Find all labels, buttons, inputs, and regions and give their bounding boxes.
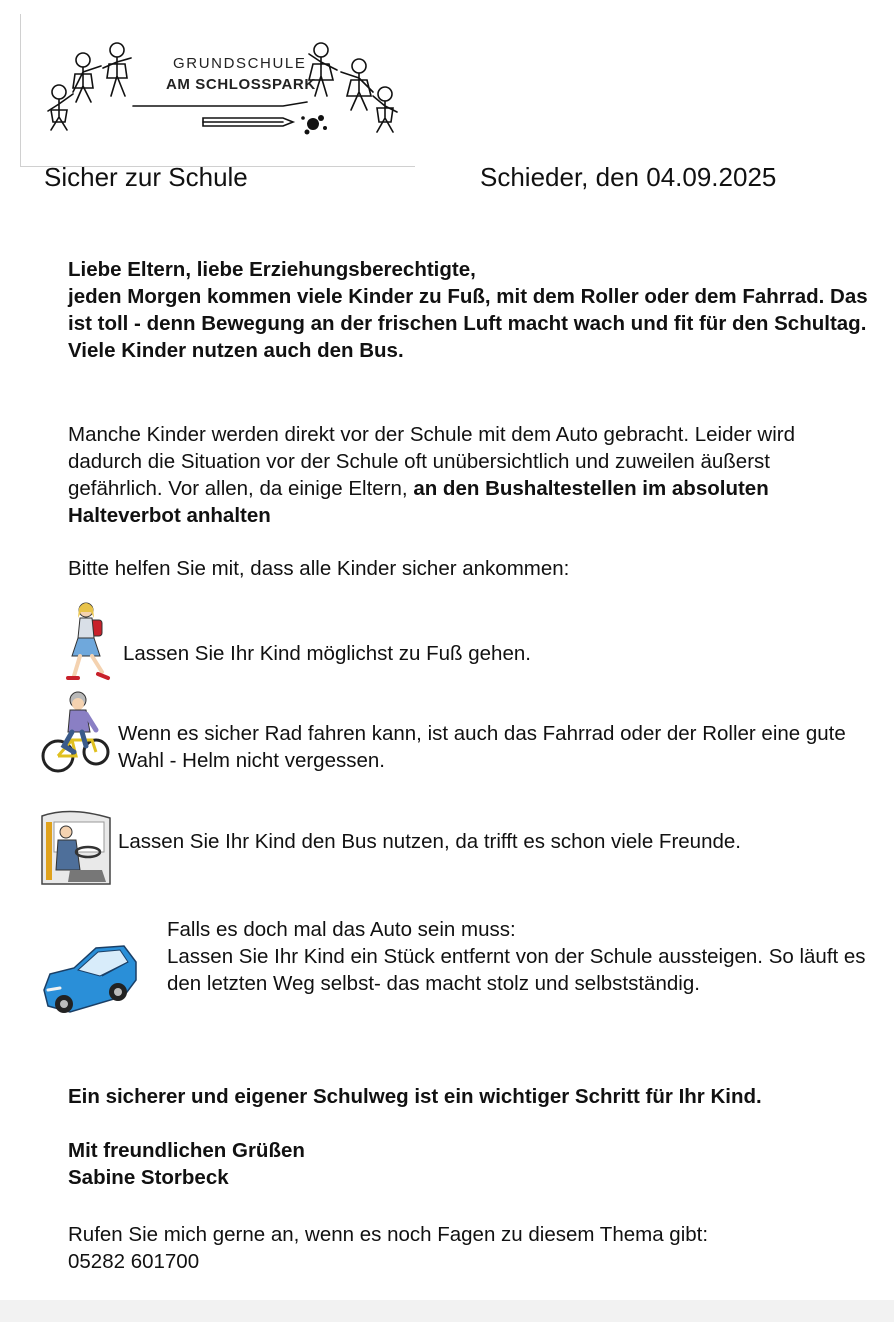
problem-paragraph	[68, 421, 868, 529]
tip-car-text: Lassen Sie Ihr Kind ein Stück entfernt von der Schule aussteigen. So läuft es den letzten Weg selbst- das macht stolz und selbstständig.	[167, 945, 866, 995]
tip-car-paragraph	[167, 916, 867, 997]
letter-subject: Sicher zur Schule	[44, 162, 248, 192]
phone-number: 05282 601700	[68, 1250, 200, 1273]
problem-bold-text: an den Bushaltestellen im absoluten Halteverbot anhalten	[68, 477, 769, 527]
contact-block	[68, 1221, 868, 1275]
salutation: Mit freundlichen Grüßen	[68, 1139, 305, 1162]
contact-text: Rufen Sie mich gerne an, wenn es noch Fagen zu diesem Thema gibt:	[68, 1223, 709, 1246]
tip-car-heading: Falls es doch mal das Auto sein muss:	[167, 918, 516, 941]
signer-name: Sabine Storbeck	[68, 1166, 229, 1189]
blue-car-icon	[40, 940, 140, 1020]
bus-driver-icon	[40, 810, 112, 888]
intro-paragraph	[68, 256, 868, 364]
school-name-line1: GRUNDSCHULE	[173, 55, 307, 72]
closing-statement: Ein sicherer und eigener Schulweg ist ein wichtiger Schritt für Ihr Kind.	[68, 1085, 762, 1108]
greeting: Liebe Eltern, liebe Erziehungsberechtigte,	[68, 258, 476, 281]
school-logo	[20, 14, 415, 167]
tip-bus-text: Lassen Sie Ihr Kind den Bus nutzen, da trifft es schon viele Freunde.	[118, 830, 741, 853]
tip-bike-text: Wenn es sicher Rad fahren kann, ist auch das Fahrrad oder der Roller eine gute Wahl - Helm nicht vergessen.	[118, 722, 846, 772]
place-date: Schieder, den 04.09.2025	[480, 162, 777, 192]
school-name-line2: AM SCHLOSSPARK	[166, 76, 316, 93]
tip-walk-text: Lassen Sie Ihr Kind möglichst zu Fuß gehen.	[123, 642, 531, 665]
intro-text: jeden Morgen kommen viele Kinder zu Fuß, mit dem Roller oder dem Fahrrad. Das ist toll - denn Bewegung an der frischen Luft macht wach und fit für den Schultag. Viele Kinder nutzen auch den Bus.	[68, 285, 868, 362]
request-text: Bitte helfen Sie mit, dass alle Kinder sicher ankommen:	[68, 557, 570, 580]
signature-block	[68, 1137, 868, 1191]
cyclist-icon	[40, 690, 112, 776]
walking-girl-icon	[62, 598, 116, 684]
problem-text: Manche Kinder werden direkt vor der Schule mit dem Auto gebracht. Leider wird dadurch die Situation vor der Schule oft unübersichtlich und zuweilen äußerst gefährlich. Vor allen, da einige Eltern,	[68, 423, 795, 500]
